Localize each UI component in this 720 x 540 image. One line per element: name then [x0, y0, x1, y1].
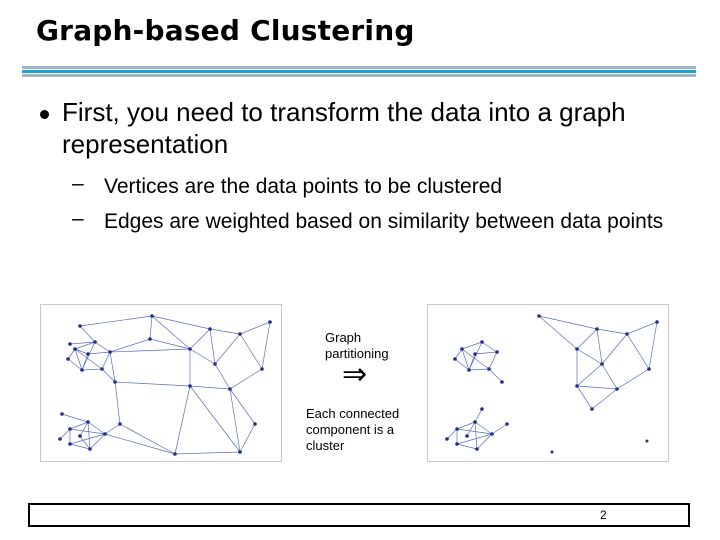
title-rule-top — [22, 66, 696, 69]
slide-title: Graph-based Clustering — [36, 14, 415, 47]
implies-arrow-icon: ⇒ — [342, 357, 368, 392]
title-rule-bottom — [22, 74, 696, 77]
page-number: 2 — [600, 508, 607, 522]
title-rule-middle — [22, 70, 696, 73]
sub-item-vertices: Vertices are the data points to be clustered — [104, 175, 503, 198]
caption-connected-component: Each connected component is a cluster — [306, 406, 400, 453]
bullet-text: First, you need to transform the data into a graph representation — [62, 97, 626, 159]
partitioned-graph-image — [427, 304, 669, 462]
footer-box — [28, 503, 690, 527]
sub-item-edges: Edges are weighted based on similarity between data points — [104, 210, 664, 233]
bullet-icon — [40, 110, 49, 119]
original-graph-image — [40, 304, 282, 462]
dash-icon: – — [72, 207, 84, 230]
dash-icon: – — [72, 172, 84, 195]
caption-graph-partitioning: Graph partitioning — [325, 330, 389, 361]
